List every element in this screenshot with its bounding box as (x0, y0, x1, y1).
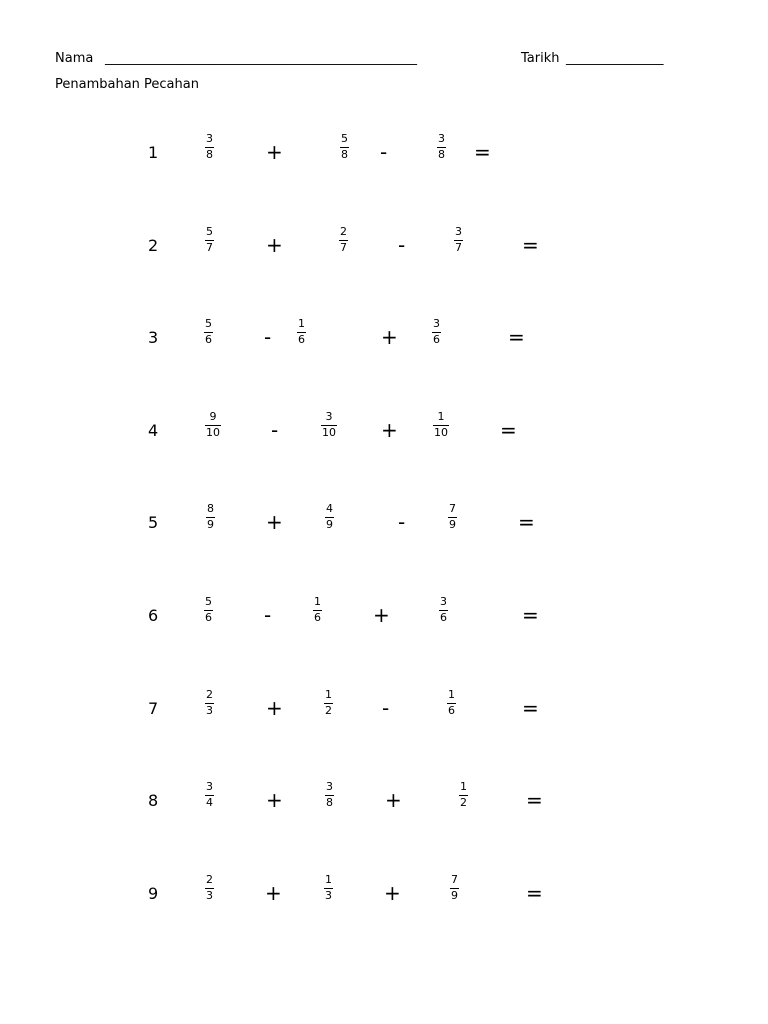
numerator: 5 (205, 317, 212, 330)
denominator: 10 (434, 426, 448, 439)
denominator: 7 (206, 241, 213, 254)
fraction-3 (439, 596, 448, 624)
numerator: 1 (325, 688, 332, 701)
fraction-2 (325, 503, 334, 531)
fraction-2 (324, 689, 333, 717)
fraction-1 (204, 596, 213, 624)
denominator: 10 (206, 426, 220, 439)
numerator: 7 (451, 873, 458, 886)
operator-2: - (382, 696, 390, 720)
equals-sign: = (500, 418, 517, 442)
fraction-1 (205, 781, 214, 809)
denominator: 3 (325, 889, 332, 902)
operator-1: + (266, 788, 283, 812)
equals-sign: = (522, 603, 539, 627)
fraction-1 (205, 411, 221, 439)
problem-row (0, 780, 768, 851)
fraction-3 (454, 226, 463, 254)
problem-row (0, 317, 768, 388)
denominator: 8 (326, 796, 333, 809)
name-label: Nama (55, 51, 94, 66)
numerator: 5 (206, 225, 213, 238)
denominator: 9 (207, 518, 214, 531)
operator-1: + (266, 233, 283, 257)
equals-sign: = (508, 325, 525, 349)
operator-2: + (385, 788, 402, 812)
numerator: 3 (433, 317, 440, 330)
equals-sign: = (474, 140, 491, 164)
problem-row (0, 873, 768, 944)
fraction-1 (206, 503, 215, 531)
operator-2: - (398, 233, 406, 257)
numerator: 4 (326, 502, 333, 515)
denominator: 7 (340, 241, 347, 254)
fraction-2 (297, 318, 306, 346)
numerator: 2 (206, 688, 213, 701)
denominator: 8 (438, 148, 445, 161)
numerator: 1 (314, 595, 321, 608)
denominator: 9 (449, 518, 456, 531)
problem-number: 4 (148, 421, 159, 440)
numerator: 1 (460, 780, 467, 793)
denominator: 3 (206, 704, 213, 717)
numerator: 3 (206, 780, 213, 793)
fraction-3 (433, 411, 449, 439)
fraction-3 (459, 781, 468, 809)
fraction-3 (448, 503, 457, 531)
numerator: 1 (437, 410, 445, 423)
denominator: 8 (206, 148, 213, 161)
fraction-1 (205, 689, 214, 717)
fraction-1 (205, 874, 214, 902)
operator-2: + (384, 881, 401, 905)
numerator: 9 (209, 410, 217, 423)
numerator: 3 (206, 132, 213, 145)
fraction-2 (313, 596, 322, 624)
problem-row (0, 595, 768, 666)
numerator: 2 (206, 873, 213, 886)
name-blank-line: ________________________________________________ (105, 51, 417, 66)
problem-row (0, 132, 768, 203)
denominator: 9 (451, 889, 458, 902)
fraction-2 (324, 874, 333, 902)
problem-number: 8 (148, 791, 159, 810)
problem-row (0, 410, 768, 481)
fraction-3 (437, 133, 446, 161)
problem-number: 7 (148, 699, 159, 718)
numerator: 5 (341, 132, 348, 145)
problem-number: 1 (148, 143, 159, 162)
fraction-2 (339, 226, 348, 254)
denominator: 6 (440, 611, 447, 624)
problem-row (0, 502, 768, 573)
equals-sign: = (518, 510, 535, 534)
problem-row (0, 225, 768, 296)
problem-number: 3 (148, 328, 159, 347)
operator-2: + (381, 418, 398, 442)
equals-sign: = (526, 881, 543, 905)
problem-row (0, 688, 768, 759)
denominator: 6 (298, 333, 305, 346)
denominator: 10 (322, 426, 336, 439)
operator-2: + (381, 325, 398, 349)
problem-number: 6 (148, 606, 159, 625)
equals-sign: = (522, 233, 539, 257)
fraction-3 (447, 689, 456, 717)
date-label: Tarikh (521, 51, 560, 66)
numerator: 2 (340, 225, 347, 238)
numerator: 5 (205, 595, 212, 608)
fraction-3 (450, 874, 459, 902)
operator-1: + (265, 881, 282, 905)
worksheet-title: Penambahan Pecahan (55, 77, 199, 92)
operator-1: + (266, 140, 283, 164)
operator-2: - (398, 510, 406, 534)
numerator: 1 (448, 688, 455, 701)
fraction-2 (325, 781, 334, 809)
operator-1: + (266, 510, 283, 534)
fraction-1 (205, 226, 214, 254)
numerator: 3 (438, 132, 445, 145)
operator-1: - (271, 418, 279, 442)
denominator: 2 (325, 704, 332, 717)
denominator: 6 (433, 333, 440, 346)
denominator: 8 (341, 148, 348, 161)
equals-sign: = (526, 788, 543, 812)
fraction-2 (321, 411, 337, 439)
problem-number: 9 (148, 884, 159, 903)
numerator: 1 (298, 317, 305, 330)
denominator: 6 (448, 704, 455, 717)
operator-1: + (266, 696, 283, 720)
fraction-3 (432, 318, 441, 346)
operator-1: - (264, 603, 272, 627)
denominator: 6 (205, 333, 212, 346)
denominator: 2 (460, 796, 467, 809)
numerator: 1 (325, 873, 332, 886)
operator-2: + (373, 603, 390, 627)
fraction-1 (204, 318, 213, 346)
equals-sign: = (522, 696, 539, 720)
denominator: 3 (206, 889, 213, 902)
numerator: 7 (449, 502, 456, 515)
date-blank-line: _______________ (566, 51, 664, 66)
fraction-1 (205, 133, 214, 161)
problem-number: 5 (148, 513, 159, 532)
denominator: 6 (205, 611, 212, 624)
numerator: 3 (326, 780, 333, 793)
operator-1: - (264, 325, 272, 349)
numerator: 3 (440, 595, 447, 608)
denominator: 7 (455, 241, 462, 254)
operator-2: - (380, 140, 388, 164)
fraction-2 (340, 133, 349, 161)
problem-number: 2 (148, 236, 159, 255)
numerator: 8 (207, 502, 214, 515)
denominator: 4 (206, 796, 213, 809)
denominator: 6 (314, 611, 321, 624)
numerator: 3 (325, 410, 333, 423)
numerator: 3 (455, 225, 462, 238)
denominator: 9 (326, 518, 333, 531)
